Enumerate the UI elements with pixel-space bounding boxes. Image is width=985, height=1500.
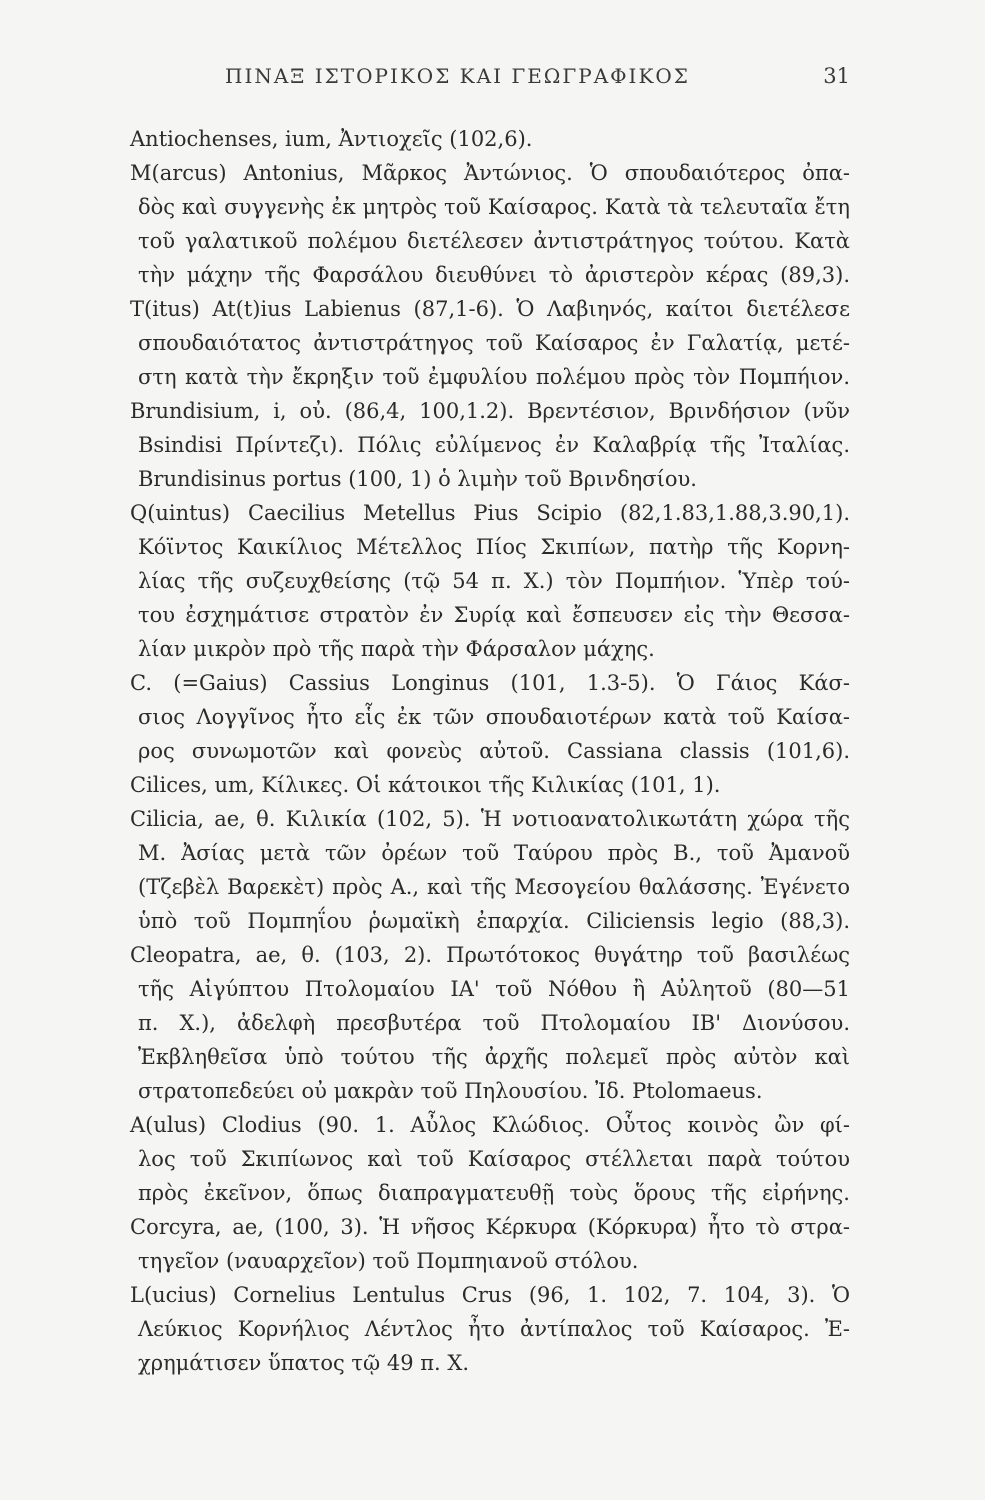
text-line: λίαν μικρὸν πρὸ τῆς παρὰ τὴν Φάρσαλον μάχης.: [138, 637, 655, 661]
header-title: ΠΙΝΑΞ ΙΣΤΟΡΙΚΟΣ ΚΑΙ ΓΕΩΓΡΑΦΙΚΟΣ: [225, 64, 690, 88]
text-line: τῆς Αἰγύπτου Πτολομαίου ΙΑ' τοῦ Νόθου ἢ Αὐλητοῦ (80—51: [138, 977, 850, 1001]
text-line: δὸς καὶ συγγενὴς ἐκ μητρὸς τοῦ Καίσαρος. Κατὰ τὰ τελευταῖα ἔτη: [138, 195, 850, 219]
text-line: του ἐσχημάτισε στρατὸν ἐν Συρίᾳ καὶ ἔσπευσεν εἰς τὴν Θεσσα-: [138, 603, 850, 627]
text-line: Μ. Ἀσίας μετὰ τῶν ὀρέων τοῦ Ταύρου πρὸς Β., τοῦ Ἀμανοῦ: [138, 841, 850, 865]
text-line: Cilicia, ae, θ. Κιλικία (102, 5). Ἡ νοτιοανατολικωτάτη χώρα τῆς: [130, 807, 850, 831]
text-line: M(arcus) Antonius, Μᾶρκος Ἀντώνιος. Ὁ σπουδαιότερος ὀπα-: [130, 161, 850, 185]
text-line: στη κατὰ τὴν ἔκρηξιν τοῦ ἐμφυλίου πολέμου πρὸς τὸν Πομπήιον.: [138, 365, 850, 389]
text-line: Antiochenses, ium, Ἀντιοχεῖς (102,6).: [130, 127, 533, 151]
text-line: πρὸς ἐκεῖνον, ὅπως διαπραγματευθῇ τοὺς ὅρους τῆς εἰρήνης.: [138, 1181, 850, 1205]
text-line: π. Χ.), ἀδελφὴ πρεσβυτέρα τοῦ Πτολομαίου ΙΒ' Διονύσου.: [138, 1011, 850, 1035]
text-line: λος τοῦ Σκιπίωνος καὶ τοῦ Καίσαρος στέλλεται παρὰ τούτου: [138, 1147, 850, 1171]
text-line: ρος συνωμοτῶν καὶ φονεὺς αὐτοῦ. Cassiana classis (101,6).: [138, 739, 850, 763]
text-line: C. (=Gaius) Cassius Longinus (101, 1.3-5). Ὁ Γάιος Κάσ-: [130, 671, 850, 695]
running-header: [138, 64, 850, 94]
text-line: τοῦ γαλατικοῦ πολέμου διετέλεσεν ἀντιστράτηγος τούτου. Κατὰ: [138, 229, 850, 253]
text-line: Ἐκβληθεῖσα ὑπὸ τούτου τῆς ἀρχῆς πολεμεῖ πρὸς αὐτὸν καὶ: [138, 1045, 850, 1069]
text-line: σιος Λογγῖνος ἦτο εἷς ἐκ τῶν σπουδαιοτέρων κατὰ τοῦ Καίσα-: [138, 705, 850, 729]
text-line: A(ulus) Clodius (90. 1. Αὖλος Κλώδιος. Οὗτος κοινὸς ὢν φί-: [130, 1113, 850, 1137]
text-line: χρημάτισεν ὕπατος τῷ 49 π. Χ.: [138, 1351, 470, 1375]
text-line: ὑπὸ τοῦ Πομπηΐου ῥωμαϊκὴ ἐπαρχία. Ciliciensis legio (88,3).: [138, 909, 850, 933]
text-line: τὴν μάχην τῆς Φαρσάλου διευθύνει τὸ ἀριστερὸν κέρας (89,3).: [138, 263, 850, 287]
text-line: Cilices, um, Κίλικες. Οἱ κάτοικοι τῆς Κιλικίας (101, 1).: [130, 773, 721, 797]
text-line: L(ucius) Cornelius Lentulus Crus (96, 1. 102, 7. 104, 3). Ὁ: [130, 1283, 850, 1307]
text-line: Brundisinus portus (100, 1) ὁ λιμὴν τοῦ Βρινδησίου.: [138, 467, 697, 491]
text-line: Bsindisi Πρίντεζι). Πόλις εὐλίμενος ἐν Καλαβρίᾳ τῆς Ἰταλίας.: [138, 433, 850, 457]
text-line: Brundisium, i, οὐ. (86,4, 100,1.2). Βρεντέσιον, Βρινδήσιον (νῦν: [130, 399, 850, 423]
text-line: λίας τῆς συζευχθείσης (τῷ 54 π. Χ.) τὸν Πομπήιον. Ὑπὲρ τού-: [138, 569, 850, 593]
text-line: T(itus) At(t)ius Labienus (87,1-6). Ὁ Λαβιηνός, καίτοι διετέλεσε: [130, 297, 850, 321]
text-line: σπουδαιότατος ἀντιστράτηγος τοῦ Καίσαρος ἐν Γαλατίᾳ, μετέ-: [138, 331, 850, 355]
text-line: Λεύκιος Κορνήλιος Λέντλος ἦτο ἀντίπαλος τοῦ Καίσαρος. Ἐ-: [138, 1317, 850, 1341]
text-line: τηγεῖον (ναυαρχεῖον) τοῦ Πομπηιανοῦ στόλου.: [138, 1249, 639, 1273]
page-number: 31: [823, 64, 850, 88]
text-line: στρατοπεδεύει οὐ μακρὰν τοῦ Πηλουσίου. Ἰδ. Ptolomaeus.: [138, 1079, 763, 1103]
text-line: (Τζεβὲλ Βαρεκὲτ) πρὸς Α., καὶ τῆς Μεσογείου θαλάσσης. Ἐγένετο: [138, 875, 850, 899]
text-line: Q(uintus) Caecilius Metellus Pius Scipio (82,1.83,1.88,3.90,1).: [130, 501, 850, 525]
text-line: Κόϊντος Καικίλιος Μέτελλος Πίος Σκιπίων, πατὴρ τῆς Κορνη-: [138, 535, 850, 559]
text-line: Cleopatra, ae, θ. (103, 2). Πρωτότοκος θυγάτηρ τοῦ βασιλέως: [130, 943, 850, 967]
text-line: Corcyra, ae, (100, 3). Ἡ νῆσος Κέρκυρα (Κόρκυρα) ἦτο τὸ στρα-: [130, 1215, 850, 1239]
